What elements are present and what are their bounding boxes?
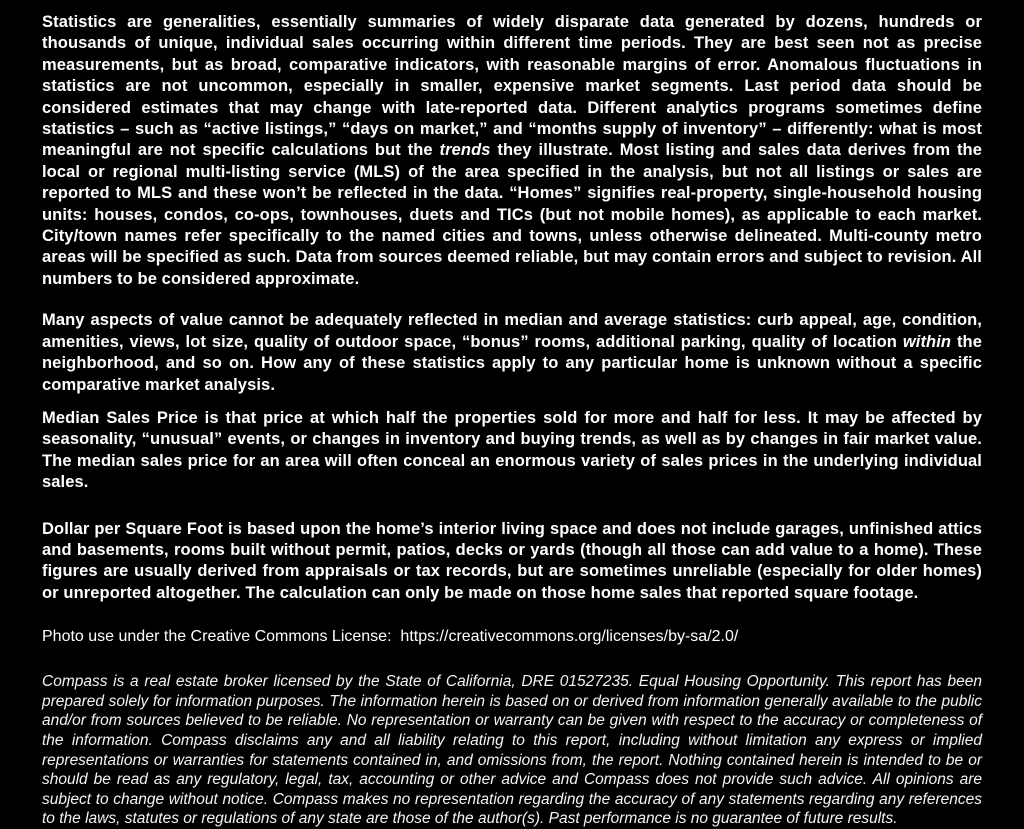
paragraph-dollar-per-square-foot: Dollar per Square Foot is based upon the home’s interior living space and does not include garages, unfinished attics and basements, rooms built without permit, patios, decks or yards (though all those can add value to a home). These figures are usually derived from appraisals or tax records, but are sometimes unreliable (especially for older homes) or unreported altogether. The calculation can only be made on those home sales that reported square footage.	[42, 519, 982, 602]
paragraph-value-aspects: Many aspects of value cannot be adequately reflected in median and average statistics: curb appeal, age, condition, amenities, views, lot size, quality of outdoor space, “bonus” rooms, additional parking, quality of location within the neighborhood, and so on. How any of these statistics apply to any particular home is unknown without a specific comparative market analysis.	[42, 311, 982, 394]
paragraph-median-sales-price: Median Sales Price is that price at which half the properties sold for more and half for less. It may be affected by seasonality, “unusual” events, or changes in inventory and buying trends, as well as by changes in fair market value. The median sales price for an area will often conceal an enormous variety of sales prices in the underlying individual sales.	[42, 408, 982, 492]
paragraph-compass-legal-disclaimer: Compass is a real estate broker licensed by the State of California, DRE 01527235. Equal Housing Opportunity. This report has been prepared solely for information purposes. The information herein is based on or derived from information generally available to the public and/or from sources believed to be reliable. No representation or warranty can be given with respect to the accuracy or completeness of the information. Compass disclaims any and all liability relating to this report, including without limitation any express or implied representations or warranties for statements contained in, and omissions from, the report. Nothing contained herein is intended to be or should be read as any regulatory, legal, tax, accounting or other advice and Compass does not provide such advice. All opinions are subject to change without notice. Compass makes no representation regarding the accuracy of any statements regarding any references to the laws, statutes or regulations of any state are those of the author(s). Past performance is no guarantee of future results.	[42, 673, 982, 828]
paragraph-statistics-methodology: Statistics are generalities, essentially summaries of widely disparate data generated by dozens, hundreds or thousands of unique, individual sales occurring within different time periods. They are best seen not as precise measurements, but as broad, comparative indicators, with reasonable margins of error. Anomalous fluctuations in statistics are not uncommon, especially in smaller, expensive market segments. Last period data should be considered estimates that may change with late-reported data. Different analytics programs sometimes define statistics – such as “active listings,” “days on market,” and “months supply of inventory” – differently: what is most meaningful are not specific calculations but the trends they illustrate. Most listing and sales data derives from the local or regional multi-listing service (MLS) of the area specified in the analysis, but not all listings or sales are reported to MLS and these won’t be reflected in the data. “Homes” signifies real-property, single-household housing units: houses, condos, co-ops, townhouses, duets and TICs (but not mobile homes), as applicable to each market. City/town names refer specifically to the named cities and towns, unless otherwise delineated. Multi-county metro areas will be specified as such. Data from sources deemed reliable, but may contain errors and subject to revision. All numbers to be considered approximate.	[42, 13, 982, 288]
photo-license-note: Photo use under the Creative Commons License: https://creativecommons.org/licenses/by-sa/2.0/	[42, 628, 739, 646]
